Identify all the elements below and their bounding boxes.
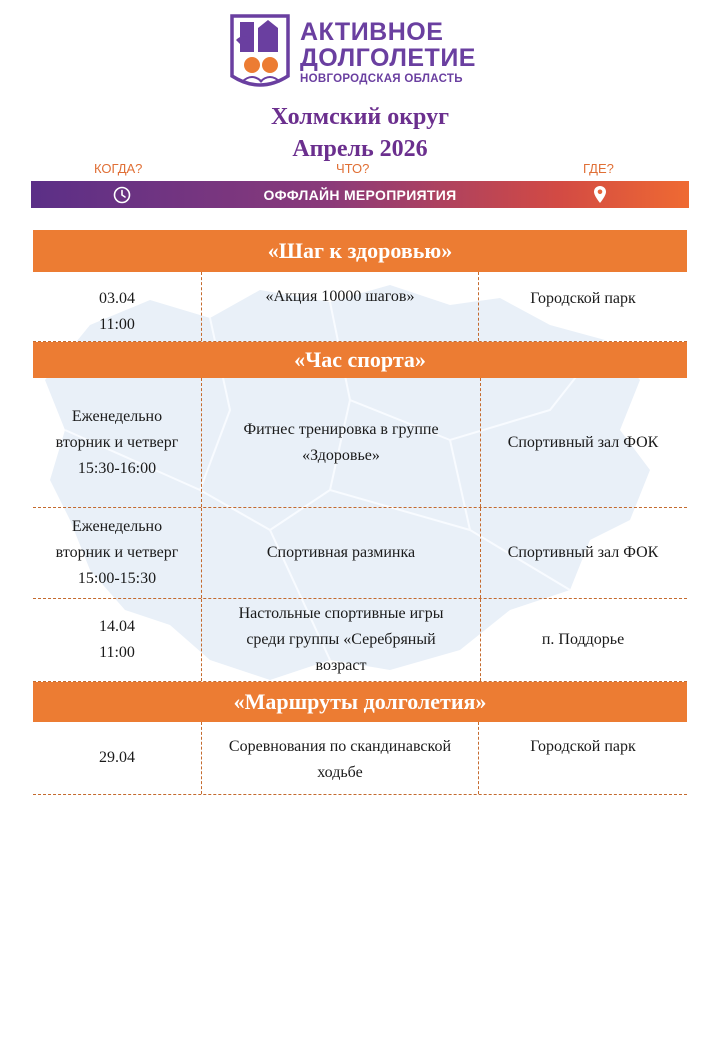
logo bbox=[228, 10, 498, 94]
event-when: Еженедельно вторник и четверг 15:30-16:00 bbox=[55, 407, 179, 477]
section-header: «Час спорта» bbox=[33, 342, 687, 378]
banner-label: ОФФЛАЙН МЕРОПРИЯТИЯ bbox=[263, 187, 457, 203]
event-where: Городской парк bbox=[530, 290, 636, 307]
page-title: Холмский округ bbox=[271, 104, 449, 130]
offline-events-banner bbox=[31, 181, 689, 208]
page-subtitle: Апрель 2026 bbox=[292, 136, 428, 162]
event-where: Спортивный зал ФОК bbox=[507, 433, 659, 451]
event-what: Спортивная разминка bbox=[201, 508, 481, 598]
location-pin-icon bbox=[593, 185, 607, 204]
logo-emblem-icon bbox=[228, 10, 292, 94]
event-when: 03.04 11:00 bbox=[99, 290, 135, 333]
event-when: Еженедельно вторник и четверг 15:00-15:30 bbox=[55, 518, 179, 587]
column-label-what: ЧТО? bbox=[336, 161, 370, 176]
event-what: Настольные спортивные игры среди группы «Серебряный возраст bbox=[201, 599, 481, 681]
event-where: Спортивный зал ФОК bbox=[507, 544, 659, 561]
table-row bbox=[33, 272, 687, 342]
logo-line-3: НОВГОРОДСКАЯ ОБЛАСТЬ bbox=[300, 73, 463, 85]
logo-text bbox=[300, 20, 476, 86]
event-where: Городской парк bbox=[530, 738, 636, 755]
table-row bbox=[33, 599, 687, 682]
section-header: «Маршруты долголетия» bbox=[33, 682, 687, 722]
event-when: 14.04 11:00 bbox=[99, 618, 135, 661]
event-where: п. Поддорье bbox=[541, 631, 625, 648]
event-when: 29.04 bbox=[99, 749, 135, 766]
column-label-where: ГДЕ? bbox=[583, 161, 614, 176]
column-label-when: КОГДА? bbox=[94, 161, 143, 176]
event-what: «Акция 10000 шагов» bbox=[201, 272, 479, 341]
table-row bbox=[33, 722, 687, 795]
section-header: «Шаг к здоровью» bbox=[33, 230, 687, 272]
logo-line-1: АКТИВНОЕ bbox=[300, 18, 444, 46]
event-what: Фитнес тренировка в группе «Здоровье» bbox=[201, 378, 481, 507]
logo-line-2: ДОЛГОЛЕТИЕ bbox=[300, 44, 476, 72]
table-row bbox=[33, 508, 687, 599]
event-what: Соревнования по скандинавской ходьбе bbox=[201, 722, 479, 794]
table-row bbox=[33, 378, 687, 508]
